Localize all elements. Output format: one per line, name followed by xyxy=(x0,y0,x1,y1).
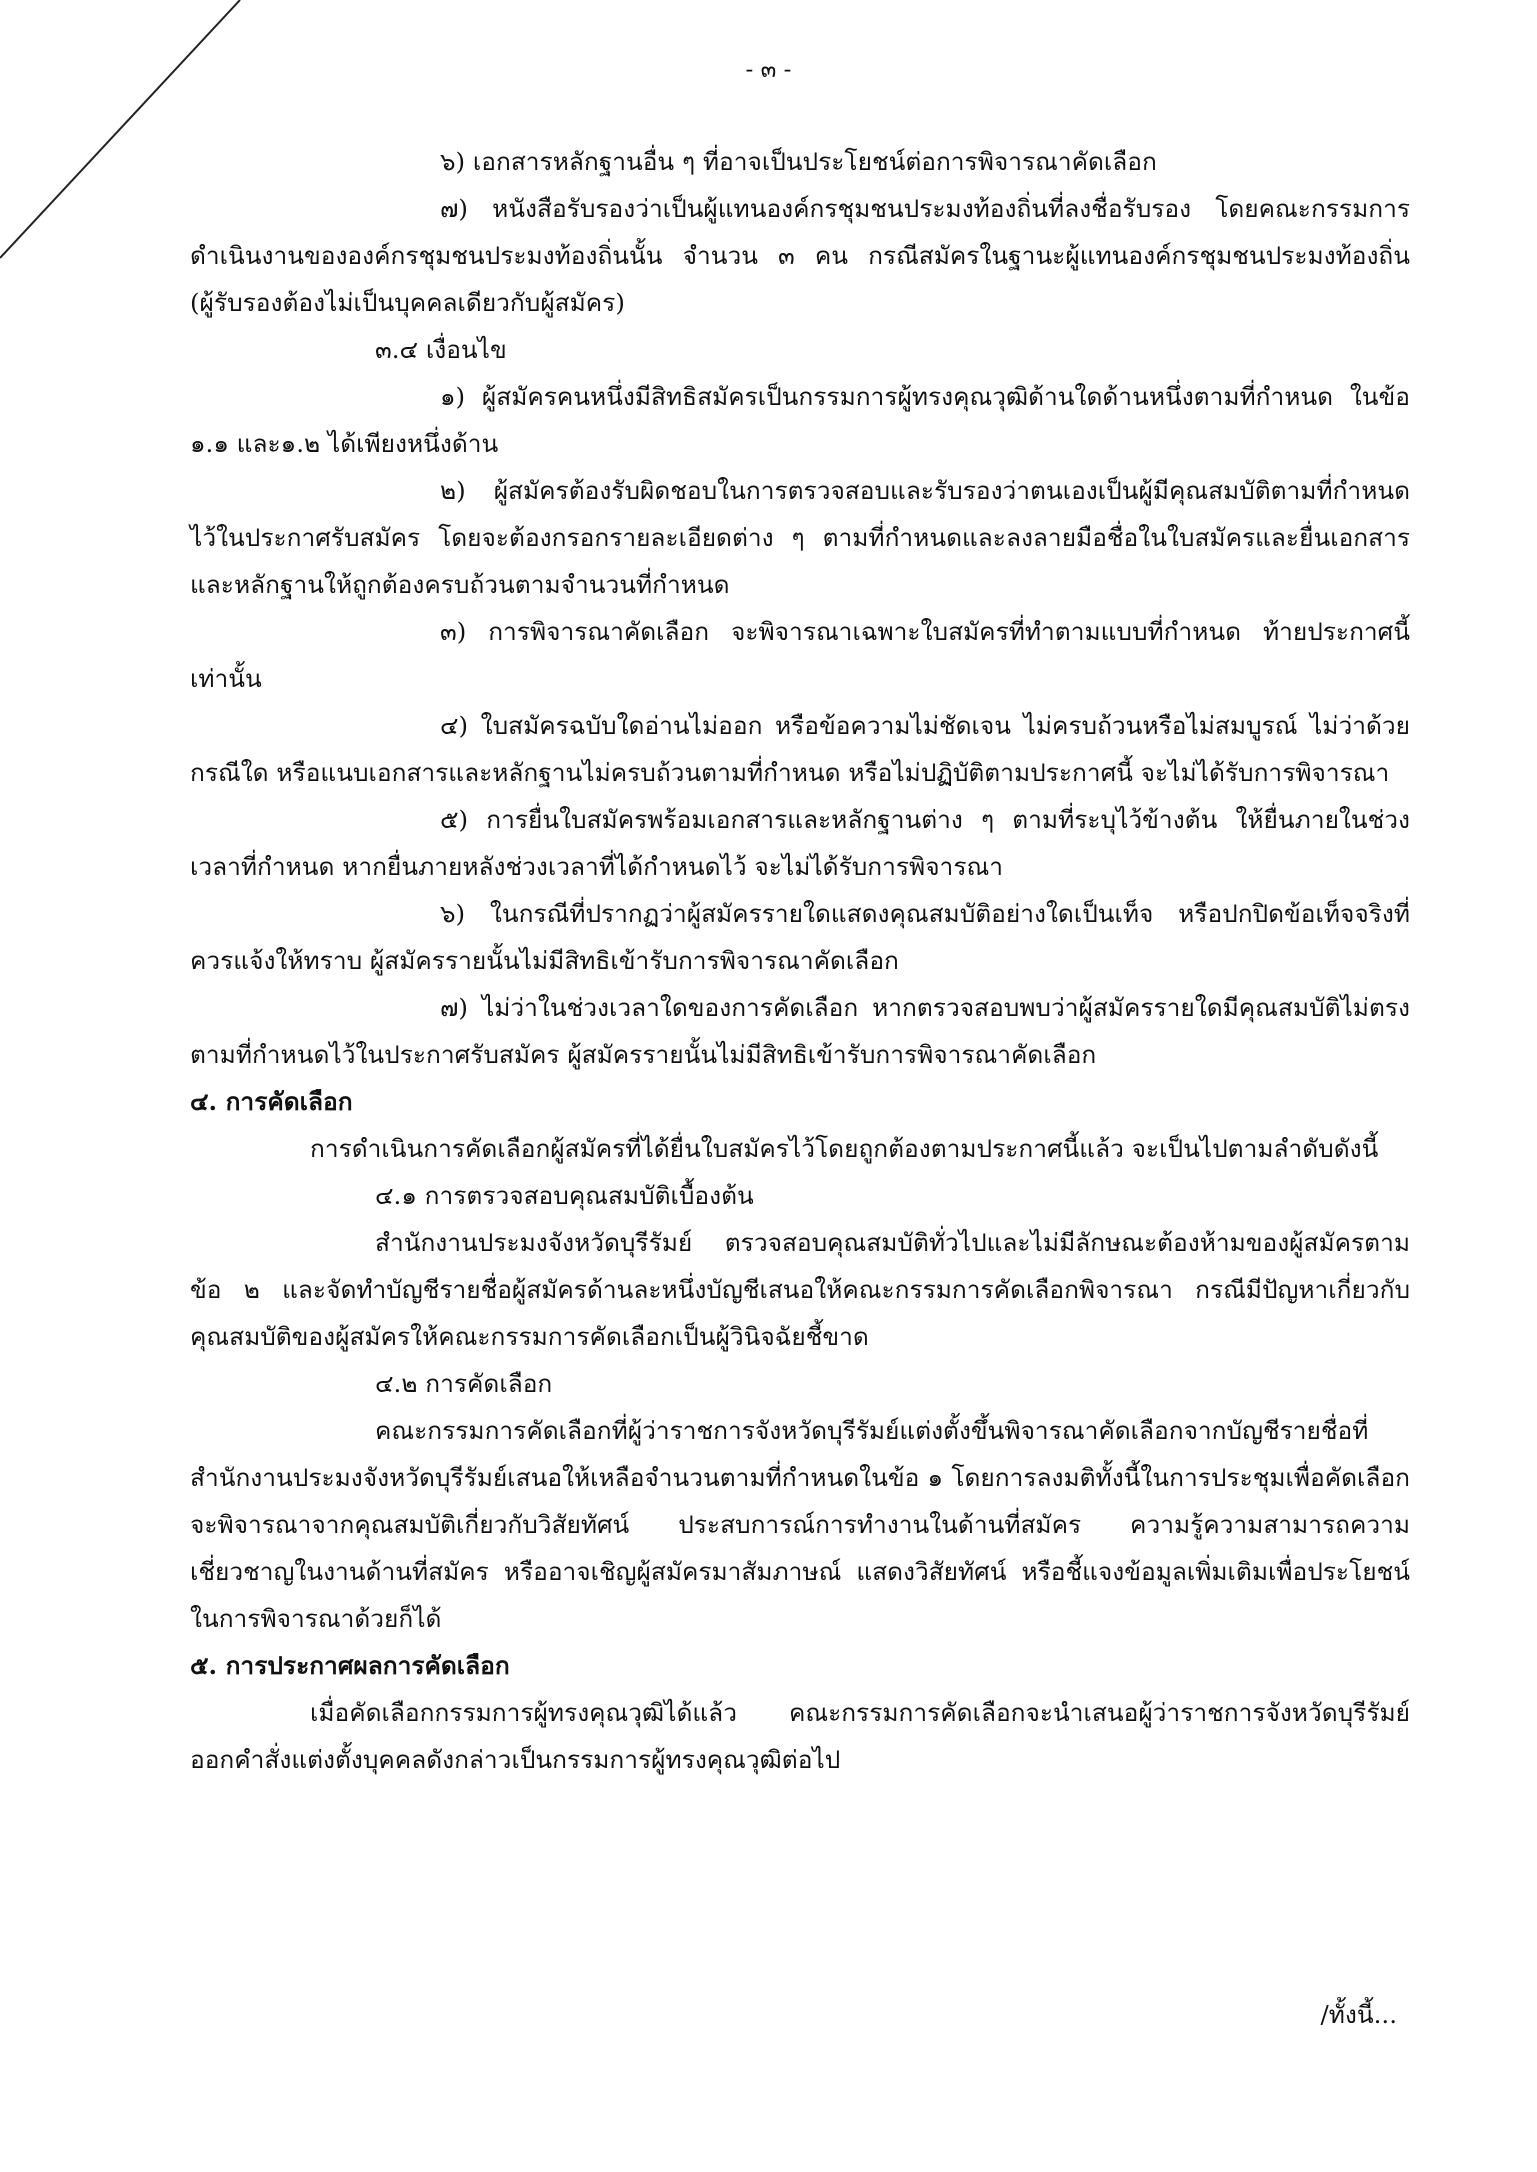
subsection-heading: ๔.๒ การคัดเลือก xyxy=(375,1369,553,1398)
paragraph: ๗) ไม่ว่าในช่วงเวลาใดของการคัดเลือก หากตรวจสอบพบว่าผู้สมัครรายใดมีคุณสมบัติไม่ตรงตามที่กำหนดไว้ในประกาศรับสมัคร ผู้สมัครรายนั้นไม่มีสิทธิเข้ารับการพิจารณาคัดเลือก xyxy=(190,993,1410,1069)
subsection-heading: ๓.๔ เงื่อนไข xyxy=(375,335,507,364)
paragraph: เมื่อคัดเลือกกรรมการผู้ทรงคุณวุฒิได้แล้ว คณะกรรมการคัดเลือกจะนำเสนอผู้ว่าราชการจังหวัดบุรีรัมย์ออกคำสั่งแต่งตั้งบุคคลดังกล่าวเป็นกรรมการผู้ทรงคุณวุฒิต่อไป xyxy=(190,1698,1410,1774)
paragraph: ๔) ใบสมัครฉบับใดอ่านไม่ออก หรือข้อความไม่ชัดเจน ไม่ครบถ้วนหรือไม่สมบูรณ์ ไม่ว่าด้วยกรณีใด หรือแนบเอกสารและหลักฐานไม่ครบถ้วนตามที่กำหนด หรือไม่ปฏิบัติตามประกาศนี้ จะไม่ได้รับการพิจารณา xyxy=(190,711,1410,787)
paragraph: ๖) ในกรณีที่ปรากฏว่าผู้สมัครรายใดแสดงคุณสมบัติอย่างใดเป็นเท็จ หรือปกปิดข้อเท็จจริงที่ควรแจ้งให้ทราบ ผู้สมัครรายนั้นไม่มีสิทธิเข้ารับการพิจารณาคัดเลือก xyxy=(190,899,1410,975)
section-heading: ๕. การประกาศผลการคัดเลือก xyxy=(190,1651,510,1680)
paragraph: คณะกรรมการคัดเลือกที่ผู้ว่าราชการจังหวัดบุรีรัมย์แต่งตั้งขึ้นพิจารณาคัดเลือกจากบัญชีรายชื่อที่สำนักงานประมงจังหวัดบุรีรัมย์เสนอให้เหลือจำนวนตามที่กำหนดในข้อ ๑ โดยการลงมติทั้งนี้ในการประชุมเพื่อคัดเลือกจะพิจารณาจากคุณสมบัติเกี่ยวกับวิสัยทัศน์ ประสบการณ์การทำงานในด้านที่สมัคร ความรู้ความสามารถความเชี่ยวชาญในงานด้านที่สมัคร หรืออาจเชิญผู้สมัครมาสัมภาษณ์ แสดงวิสัยทัศน์ หรือชี้แจงข้อมูลเพิ่มเติมเพื่อประโยชน์ในการพิจารณาด้วยก็ได้ xyxy=(190,1416,1410,1633)
paragraph: ๗) หนังสือรับรองว่าเป็นผู้แทนองค์กรชุมชนประมงท้องถิ่นที่ลงชื่อรับรอง โดยคณะกรรมการดำเนินงานขององค์กรชุมชนประมงท้องถิ่นนั้น จำนวน ๓ คน กรณีสมัครในฐานะผู้แทนองค์กรชุมชนประมงท้องถิ่น (ผู้รับรองต้องไม่เป็นบุคคลเดียวกับผู้สมัคร) xyxy=(190,194,1410,317)
paragraph: การดำเนินการคัดเลือกผู้สมัครที่ได้ยื่นใบสมัครไว้โดยถูกต้องตามประกาศนี้แล้ว จะเป็นไปตามลำดับดังนี้ xyxy=(310,1134,1379,1163)
subsection-heading: ๔.๑ การตรวจสอบคุณสมบัติเบื้องต้น xyxy=(375,1181,754,1210)
paragraph: ๑) ผู้สมัครคนหนึ่งมีสิทธิสมัครเป็นกรรมการผู้ทรงคุณวุฒิด้านใดด้านหนึ่งตามที่กำหนด ในข้อ ๑.๑ และ๑.๒ ได้เพียงหนึ่งด้าน xyxy=(190,382,1410,458)
section-heading: ๔. การคัดเลือก xyxy=(190,1087,353,1116)
paragraph: ๓) การพิจารณาคัดเลือก จะพิจารณาเฉพาะใบสมัครที่ทำตามแบบที่กำหนด ท้ายประกาศนี้เท่านั้น xyxy=(190,617,1410,693)
page-number: - ๓ - xyxy=(745,57,792,83)
document-body xyxy=(190,138,1410,1783)
paragraph: ๖) เอกสารหลักฐานอื่น ๆ ที่อาจเป็นประโยชน์ต่อการพิจารณาคัดเลือก xyxy=(440,147,1157,176)
paragraph: ๕) การยื่นใบสมัครพร้อมเอกสารและหลักฐานต่าง ๆ ตามที่ระบุไว้ข้างต้น ให้ยื่นภายในช่วงเวลาที่กำหนด หากยื่นภายหลังช่วงเวลาที่ได้กำหนดไว้ จะไม่ได้รับการพิจารณา xyxy=(190,805,1410,881)
continuation-marker: /ทั้งนี้... xyxy=(1320,2000,1397,2029)
paragraph: ๒) ผู้สมัครต้องรับผิดชอบในการตรวจสอบและรับรองว่าตนเองเป็นผู้มีคุณสมบัติตามที่กำหนดไว้ในประกาศรับสมัคร โดยจะต้องกรอกรายละเอียดต่าง ๆ ตามที่กำหนดและลงลายมือชื่อในใบสมัครและยื่นเอกสารและหลักฐานให้ถูกต้องครบถ้วนตามจำนวนที่กำหนด xyxy=(190,476,1410,599)
paragraph: สำนักงานประมงจังหวัดบุรีรัมย์ ตรวจสอบคุณสมบัติทั่วไปและไม่มีลักษณะต้องห้ามของผู้สมัครตามข้อ ๒ และจัดทำบัญชีรายชื่อผู้สมัครด้านละหนึ่งบัญชีเสนอให้คณะกรรมการคัดเลือกพิจารณา กรณีมีปัญหาเกี่ยวกับคุณสมบัติของผู้สมัครให้คณะกรรมการคัดเลือกเป็นผู้วินิจฉัยชี้ขาด xyxy=(190,1228,1410,1351)
